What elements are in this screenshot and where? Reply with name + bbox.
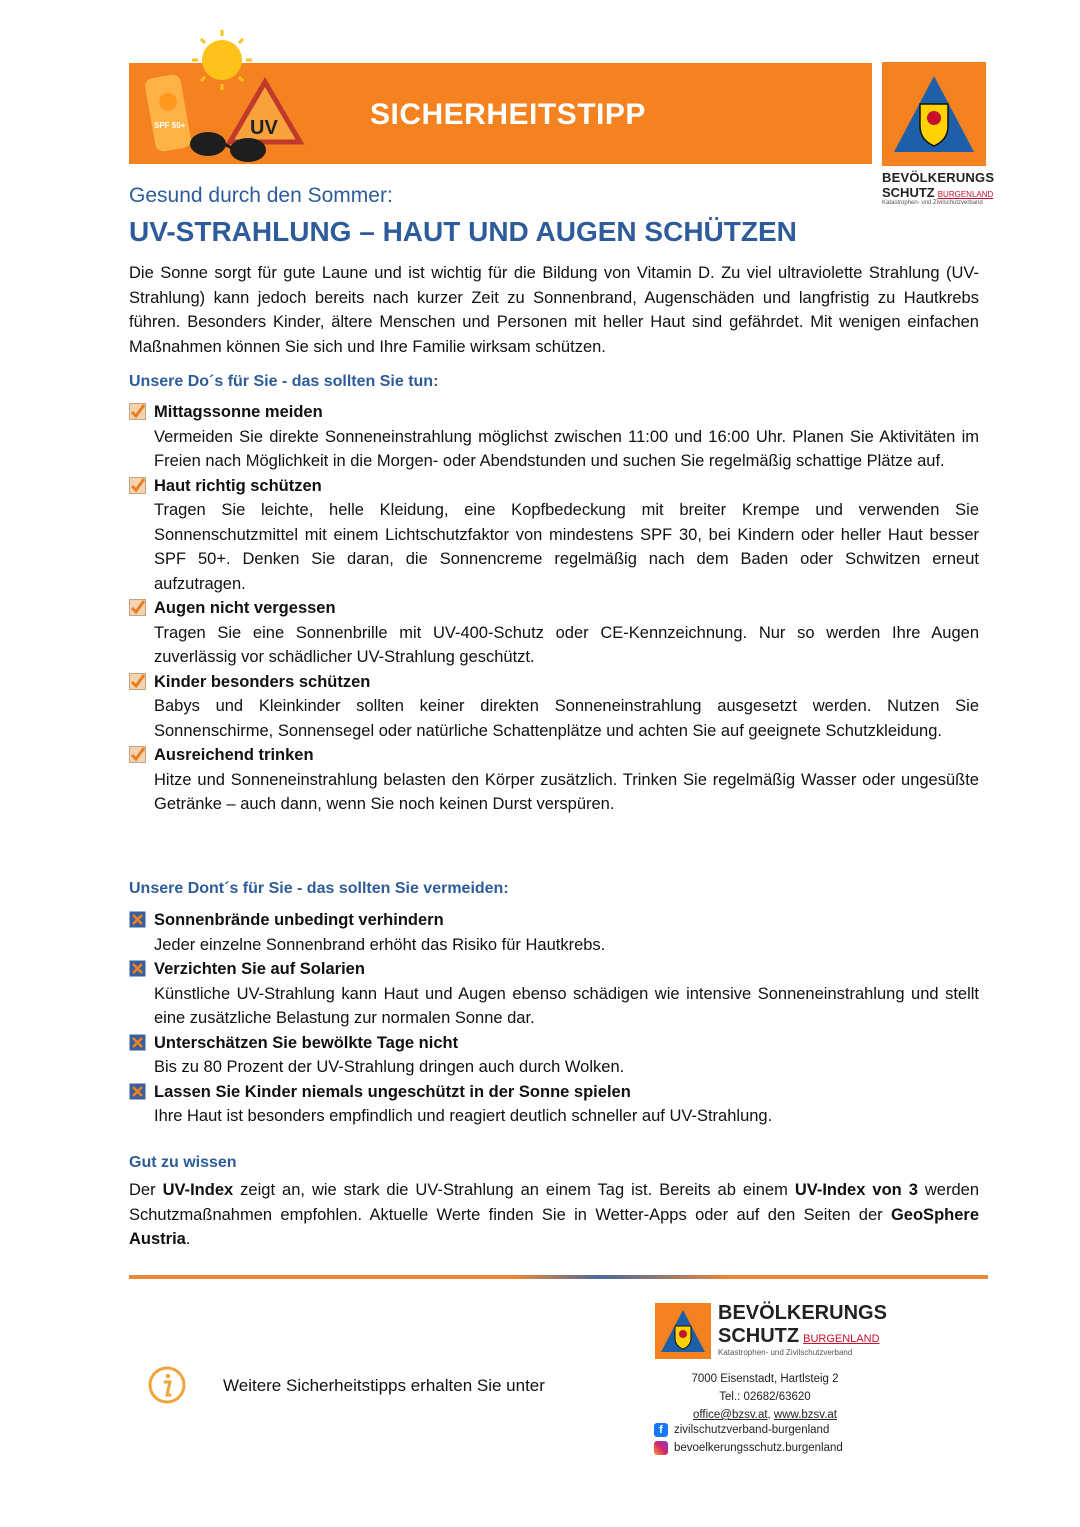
intro-paragraph: Die Sonne sorgt für gute Laune und ist wichtig für die Bildung von Vitamin D. Zu viel ultraviolette Strahlung (UV-Strahlung) kann jedoch bereits nach kurzer Zeit zu Sonnenbrand, Augenschäden und langfristig zu Hautkrebs führen. Besonders Kinder, ältere Menschen und Personen mit heller Haut sind gefährdet. Mit wenigen einfachen Maßnahmen können Sie sich und Ihre Familie wirksam schützen. bbox=[129, 264, 979, 356]
uv-warning-icon bbox=[230, 82, 300, 142]
footer-logo-icon bbox=[655, 1303, 711, 1359]
info-icon bbox=[147, 1365, 187, 1405]
sun-icon bbox=[192, 30, 252, 90]
dos-heading: Unsere Do´s für Sie - das sollten Sie tun: bbox=[129, 373, 439, 390]
donts-item-title: Sonnenbrände unbedingt verhindern bbox=[154, 911, 444, 929]
svg-text:SPF 50+: SPF 50+ bbox=[154, 121, 186, 130]
checkbox-checked-icon bbox=[129, 673, 146, 690]
dos-list bbox=[129, 400, 979, 817]
dos-item-title: Haut richtig schützen bbox=[154, 476, 322, 495]
dos-item-text: Vermeiden Sie direkte Sonneneinstrahlung möglichst zwischen 11:00 und 16:00 Uhr. Planen Sie Aktivitäten im Freien nach Möglichkeit in die Morgen- oder Abendstunden und suchen Sie regelmäßig schattige Plätze auf. bbox=[154, 427, 979, 470]
donts-item-text: Künstliche UV-Strahlung kann Haut und Augen ebenso schädigen wie intensive Sonneneinstrahlung und stellt eine zusätzliche Belastung zur normalen Sonne dar. bbox=[154, 984, 979, 1027]
facebook-link[interactable]: f zivilschutzverband-burgenland bbox=[654, 1423, 829, 1437]
dos-item-text: Babys und Kleinkinder sollten keiner direkten Sonneneinstrahlung ausgesetzt werden. Nutzen Sie Sonnenschirme, Sonnensegel oder natürliche Schattenplätze und achten Sie auf geeignete Schutzkleidung. bbox=[154, 697, 979, 740]
logo-line-1: BEVÖLKERUNGS bbox=[882, 170, 995, 185]
instagram-link[interactable]: bevoelkerungsschutz.burgenland bbox=[654, 1441, 843, 1455]
contact-links: office@bzsv.at, www.bzsv.at bbox=[693, 1409, 837, 1421]
donts-list bbox=[129, 908, 979, 1129]
dos-item bbox=[129, 670, 979, 744]
page-subtitle: Gesund durch den Sommer: bbox=[129, 184, 393, 207]
knowledge-paragraph: Der UV-Index zeigt an, wie stark die UV-Strahlung an einem Tag ist. Bereits ab einem UV-Index von 3 werden Schutzmaßnahmen empfohlen. Aktuelle Werte finden Sie in Wetter-Apps oder auf den Seiten der GeoSphere Austria. bbox=[129, 1181, 980, 1248]
checkbox-checked-icon bbox=[129, 746, 146, 763]
donts-item-text: Jeder einzelne Sonnenbrand erhöht das Risiko für Hautkrebs. bbox=[154, 935, 606, 954]
dos-item-title: Ausreichend trinken bbox=[154, 746, 314, 764]
checkbox-checked-icon bbox=[129, 477, 146, 494]
page-title: UV-STRAHLUNG – HAUT UND AUGEN SCHÜTZEN bbox=[129, 216, 797, 247]
email-link[interactable]: office@bzsv.at bbox=[693, 1409, 768, 1421]
svg-text:UV: UV bbox=[250, 117, 278, 139]
sun-uv-illustration bbox=[140, 30, 310, 170]
knowledge-heading: Gut zu wissen bbox=[129, 1154, 237, 1171]
donts-item bbox=[129, 908, 979, 957]
donts-heading: Unsere Dont´s für Sie - das sollten Sie vermeiden: bbox=[129, 880, 509, 897]
dos-item-text: Tragen Sie eine Sonnenbrille mit UV-400-Schutz oder CE-Kennzeichnung. Nur so werden Ihre Augen zuverlässig vor schädlicher UV-Strahlung geschützt. bbox=[154, 623, 979, 666]
logo-wordmark bbox=[882, 170, 995, 206]
sunscreen-bottle-icon bbox=[144, 73, 192, 152]
dos-item bbox=[129, 743, 979, 817]
logo-line-2: SCHUTZ BURGENLAND bbox=[882, 185, 994, 200]
dos-item-text: Hitze und Sonneneinstrahlung belasten den Körper zusätzlich. Trinken Sie regelmäßig Wasser oder ungesüßte Getränke – auch dann, wenn Sie noch keinen Durst verspüren. bbox=[154, 770, 979, 813]
dos-item-title: Mittagssonne meiden bbox=[154, 403, 323, 421]
bevoelkerungsschutz-logo bbox=[882, 62, 986, 166]
phone: Tel.: 02682/63620 bbox=[719, 1391, 811, 1403]
banner-title: SICHERHEITSTIPP bbox=[370, 98, 646, 131]
donts-item bbox=[129, 1080, 979, 1129]
checkbox-cross-icon bbox=[129, 1034, 146, 1051]
checkbox-cross-icon bbox=[129, 911, 146, 928]
checkbox-cross-icon bbox=[129, 1083, 146, 1100]
dos-item-title: Kinder besonders schützen bbox=[154, 672, 371, 691]
instagram-icon bbox=[654, 1441, 668, 1455]
address: 7000 Eisenstadt, Hartlsteig 2 bbox=[691, 1373, 839, 1385]
dos-item-title: Augen nicht vergessen bbox=[154, 599, 336, 617]
donts-item-title: Unterschätzen Sie bewölkte Tage nicht bbox=[154, 1033, 459, 1052]
dos-item bbox=[129, 596, 979, 670]
donts-item-title: Verzichten Sie auf Solarien bbox=[154, 960, 365, 978]
dos-item bbox=[129, 400, 979, 474]
checkbox-checked-icon bbox=[129, 403, 146, 420]
contact-block bbox=[650, 1370, 880, 1424]
footer-logo-wordmark: BEVÖLKERUNGS SCHUTZ BURGENLAND Katastrophen- und Zivilschutzverband bbox=[718, 1302, 887, 1357]
donts-item-text: Bis zu 80 Prozent der UV-Strahlung dringen auch durch Wolken. bbox=[154, 1058, 625, 1076]
logo-line-3: Katastrophen- und Zivilschutzverband bbox=[882, 200, 983, 206]
facebook-icon: f bbox=[654, 1423, 668, 1437]
donts-item bbox=[129, 1031, 979, 1080]
dos-item-text: Tragen Sie leichte, helle Kleidung, eine Kopfbedeckung mit breiter Krempe und verwenden Sie Sonnenschutzmittel mit einem Lichtschutzfaktor von mindestens SPF 30, bei Kindern oder heller Haut besser SPF 50+. Denken Sie daran, die Sonnencreme regelmäßig nach dem Baden oder Schwitzen erneut aufzutragen. bbox=[154, 501, 979, 593]
donts-item bbox=[129, 957, 979, 1031]
footer-text: Weitere Sicherheitstipps erhalten Sie unter bbox=[223, 1376, 545, 1395]
donts-item-text: Ihre Haut ist besonders empfindlich und reagiert deutlich schneller auf UV-Strahlung. bbox=[154, 1107, 773, 1125]
checkbox-checked-icon bbox=[129, 599, 146, 616]
donts-item-title: Lassen Sie Kinder niemals ungeschützt in der Sonne spielen bbox=[154, 1082, 631, 1101]
dos-item bbox=[129, 474, 979, 597]
checkbox-cross-icon bbox=[129, 960, 146, 977]
footer-divider bbox=[129, 1275, 988, 1279]
web-link[interactable]: www.bzsv.at bbox=[773, 1409, 837, 1421]
